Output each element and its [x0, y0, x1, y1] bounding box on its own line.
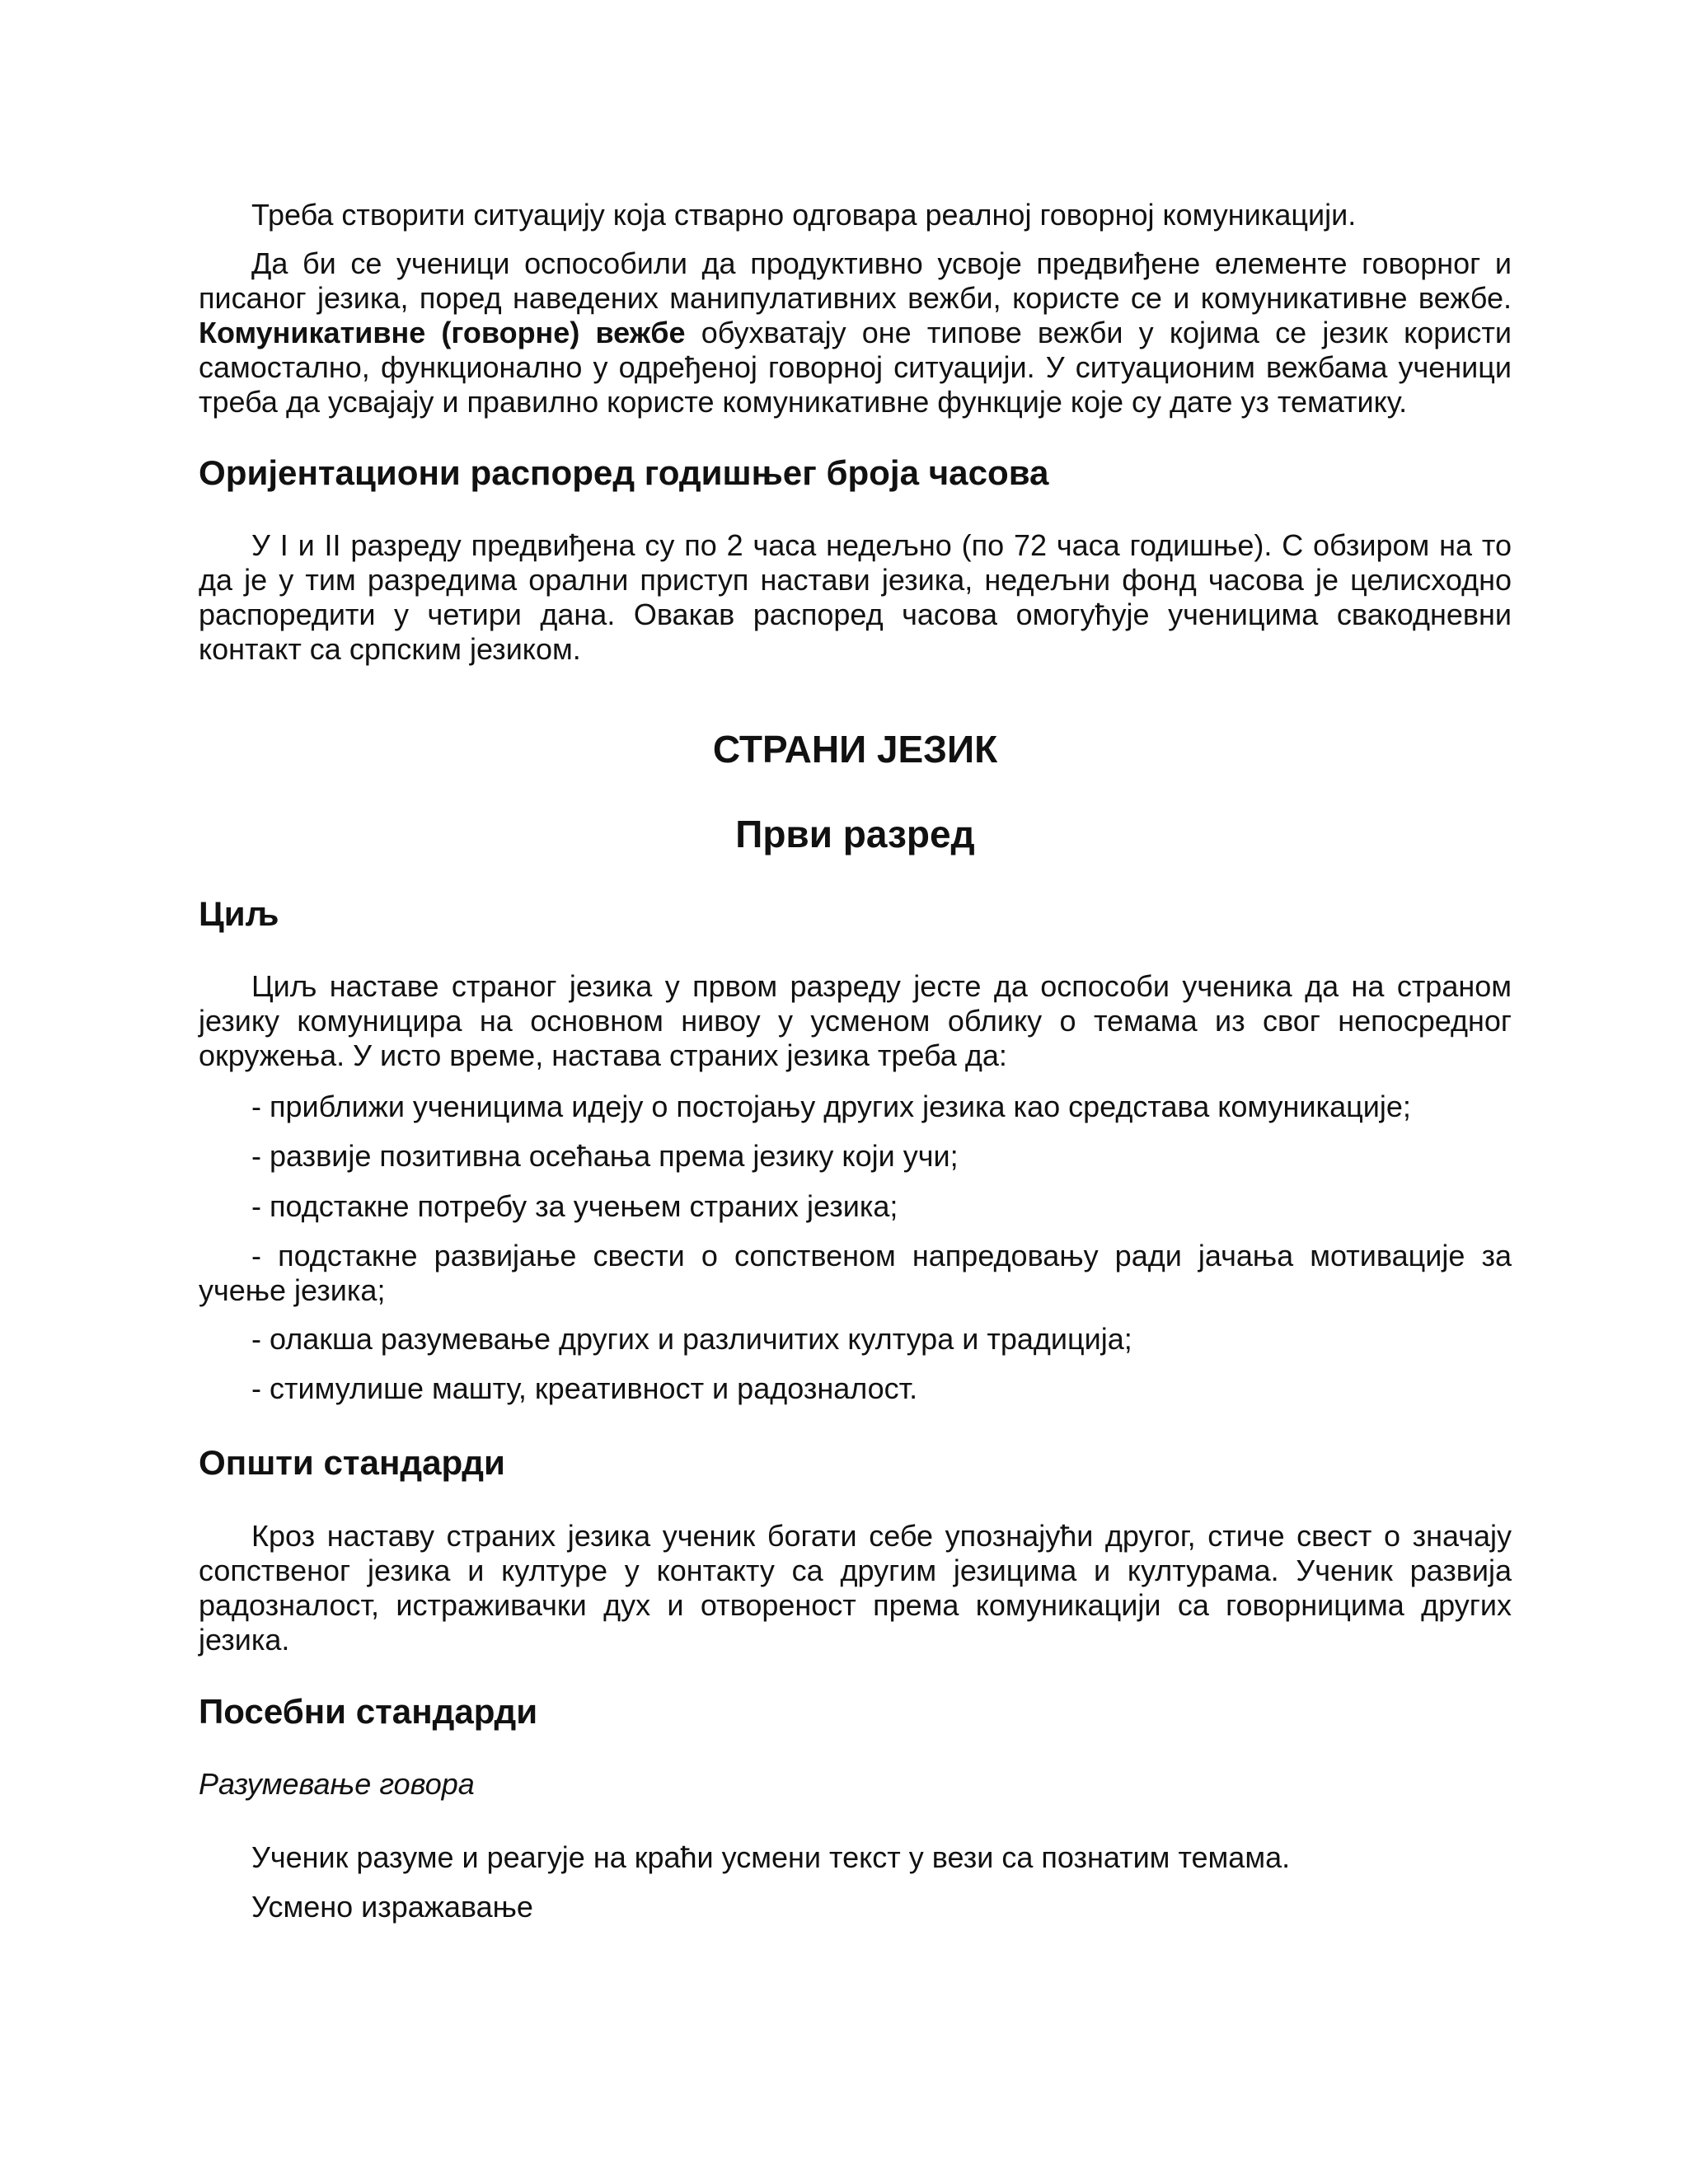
goal-list-item: - стимулише машту, креативност и радозналост.: [251, 1371, 918, 1405]
schedule-heading: Оријентациони распоред годишњег броја часова: [199, 453, 1049, 492]
goal-list-item: - подстакне развијање свести о сопственом напредовању ради јачања мотивације за учење језика;: [199, 1239, 1512, 1307]
general-standards-heading: Општи стандарди: [199, 1443, 505, 1482]
goal-list-item: - развије позитивна осећања према језику који учи;: [251, 1139, 959, 1173]
specific-subheading: Разумевање говора: [199, 1767, 475, 1801]
specific-standards-heading: Посебни стандарди: [199, 1692, 538, 1731]
schedule-paragraph: У I и II разреду предвиђена су по 2 часа недељно (по 72 часа годишње). С обзиром на то да је у тим разредима орални приступ настави језика, недељни фонд часова је целисходно распоредити у четири дана. Овакав распоред часова омогућује ученицима свакодневни контакт са српским језиком.: [199, 528, 1512, 666]
intro-p2-text-b: обухватају оне типове вежби у којима се језик користи самостално, функционално у одређеној говорној ситуацији. У ситуационим вежбама ученици треба да усвајају и правилно користе комуникативне функције које су дате уз тематику.: [199, 316, 1512, 419]
specific-paragraph: Ученик разуме и реагује на краћи усмени текст у вези са познатим темама.: [251, 1840, 1291, 1874]
goal-list-item: - подстакне потребу за учењем страних језика;: [251, 1189, 898, 1223]
specific-next-line: Усмено изражавање: [251, 1890, 533, 1924]
goal-list-item: - приближи ученицима идеју о постојању других језика као средстава комуникације;: [251, 1090, 1411, 1123]
page-title: СТРАНИ ЈЕЗИК: [712, 728, 998, 771]
general-standards-paragraph: Кроз наставу страних језика ученик богати себе упознајући другог, стиче свест о значају сопственог језика и културе у контакту са другим језицима и културама. Ученик развија радозналост, истраживачки дух и отвореност према комуникацији са говорницима других језика.: [199, 1519, 1512, 1657]
intro-paragraph-2: [199, 246, 1512, 419]
intro-paragraph-1: Треба створити ситуацију која стварно одговара реалној говорној комуникацији.: [251, 198, 1357, 232]
goal-paragraph: Циљ наставе страног језика у првом разреду јесте да оспособи ученика да на страном језику комуницира на основном нивоу у усменом облику о темама из свог непосредног окружења. У исто време, настава страних језика треба да:: [199, 969, 1512, 1072]
page-subtitle: Први разред: [735, 813, 975, 855]
goal-heading: Циљ: [199, 894, 279, 933]
intro-p2-bold: Комуникативне (говорне) вежбе: [199, 316, 686, 349]
goal-list-item: - олакша разумевање других и различитих култура и традиција;: [251, 1322, 1132, 1356]
intro-p2-text-a: Да би се ученици оспособили да продуктивно усвоје предвиђене елементе говорног и писаног језика, поред наведених манипулативних вежби, користе се и комуникативне вежбе.: [199, 246, 1512, 315]
